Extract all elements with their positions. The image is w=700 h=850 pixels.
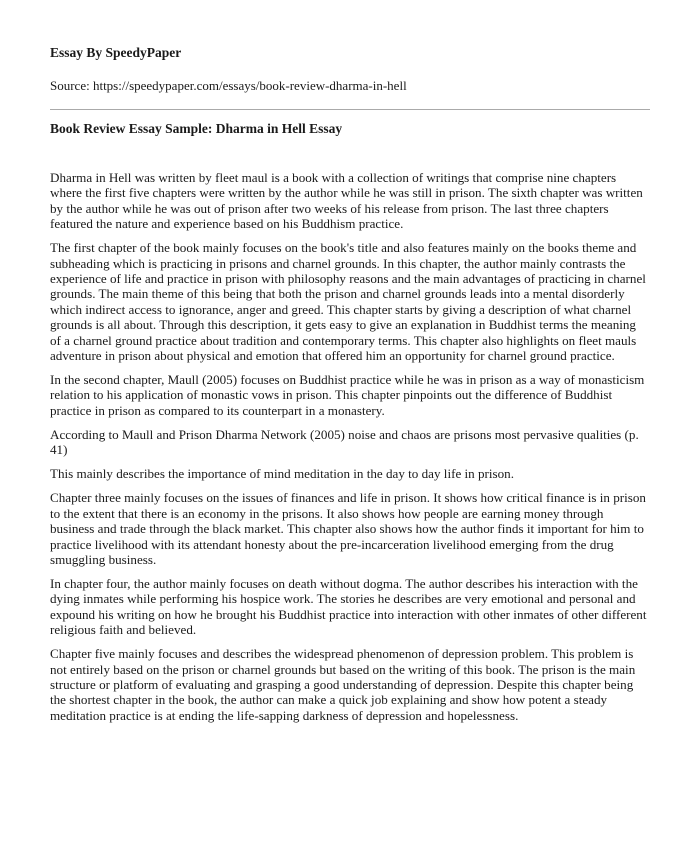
source-line: Source: https://speedypaper.com/essays/book-review-dharma-in-hell — [50, 78, 407, 93]
essay-body — [50, 170, 650, 732]
document-title: Essay By SpeedyPaper — [50, 45, 182, 60]
essay-heading: Book Review Essay Sample: Dharma in Hell Essay — [50, 121, 343, 136]
paragraph: In chapter four, the author mainly focuses on death without dogma. The author describes his interaction with the dying inmates while performing his hospice work. The stories he describes are very emotional and personal and expound his writing on how he brought his Buddhist practice into interaction with other inmates of other different religious faith and believed. — [50, 575, 647, 638]
header-divider — [50, 109, 650, 110]
paragraph: Chapter three mainly focuses on the issues of finances and life in prison. It shows how critical finance is in prison to the extent that there is an economy in the prisons. It also shows how people are earning money through business and trade through the black market. This chapter also shows how the author finds it important for him to practice livelihood with its attendant honesty about the pre-incarceration livelihood emerging from the drug smuggling business. — [50, 490, 646, 567]
document-header — [50, 44, 660, 94]
paragraph: In the second chapter, Maull (2005) focuses on Buddhist practice while he was in prison as a way of monasticism relation to his application of monastic vows in prison. This chapter pinpoints out the difference of Buddhist practice in prison as compared to its counterpart in a monastery. — [50, 372, 645, 418]
paragraph: According to Maull and Prison Dharma Network (2005) noise and chaos are prisons most pervasive qualities (p. 41) — [50, 426, 639, 458]
paragraph: This mainly describes the importance of mind meditation in the day to day life in prison. — [50, 466, 514, 482]
paragraph: Chapter five mainly focuses and describes the widespread phenomenon of depression problem. This problem is not entirely based on the prison or charnel grounds but based on the writing of this book. The prison is the main structure or platform of evaluating and grasping a good understanding of depression. Despite this chapter being the shortest chapter in the book, the author can make a quick job explaining and show how potent a steady meditation practice is at ending the life-sapping darkness of depression and hopelessness. — [50, 646, 636, 723]
paragraph: The first chapter of the book mainly focuses on the book's title and also features mainly on the books theme and subheading which is practicing in prisons and charnel grounds. In this chapter, the author mainly contrasts the experience of life and practice in prison with philosophy reasons and the main advantages of practicing in charnel grounds. The main theme of this being that both the prison and charnel grounds leads into a mental disorderly which indirect access to ignorance, anger and greed. This chapter starts by giving a description of what charnel grounds is all about. Through this description, it gets easy to give an explanation in Buddhist terms the meaning of a charnel ground practice about tradition and contemporary terms. This chapter also highlights on fleet mauls adventure in prison about physical and emotion that offered him an opportunity for charnel ground practice. — [50, 240, 646, 364]
paragraph: Dharma in Hell was written by fleet maul is a book with a collection of writings that comprise nine chapters where the first five chapters were written by the author while he was still in prison. The sixth chapter was written by the author while he was out of prison after two weeks of his release from prison. The last three chapters featured the nature and experience based on his Buddhism practice. — [50, 170, 643, 232]
